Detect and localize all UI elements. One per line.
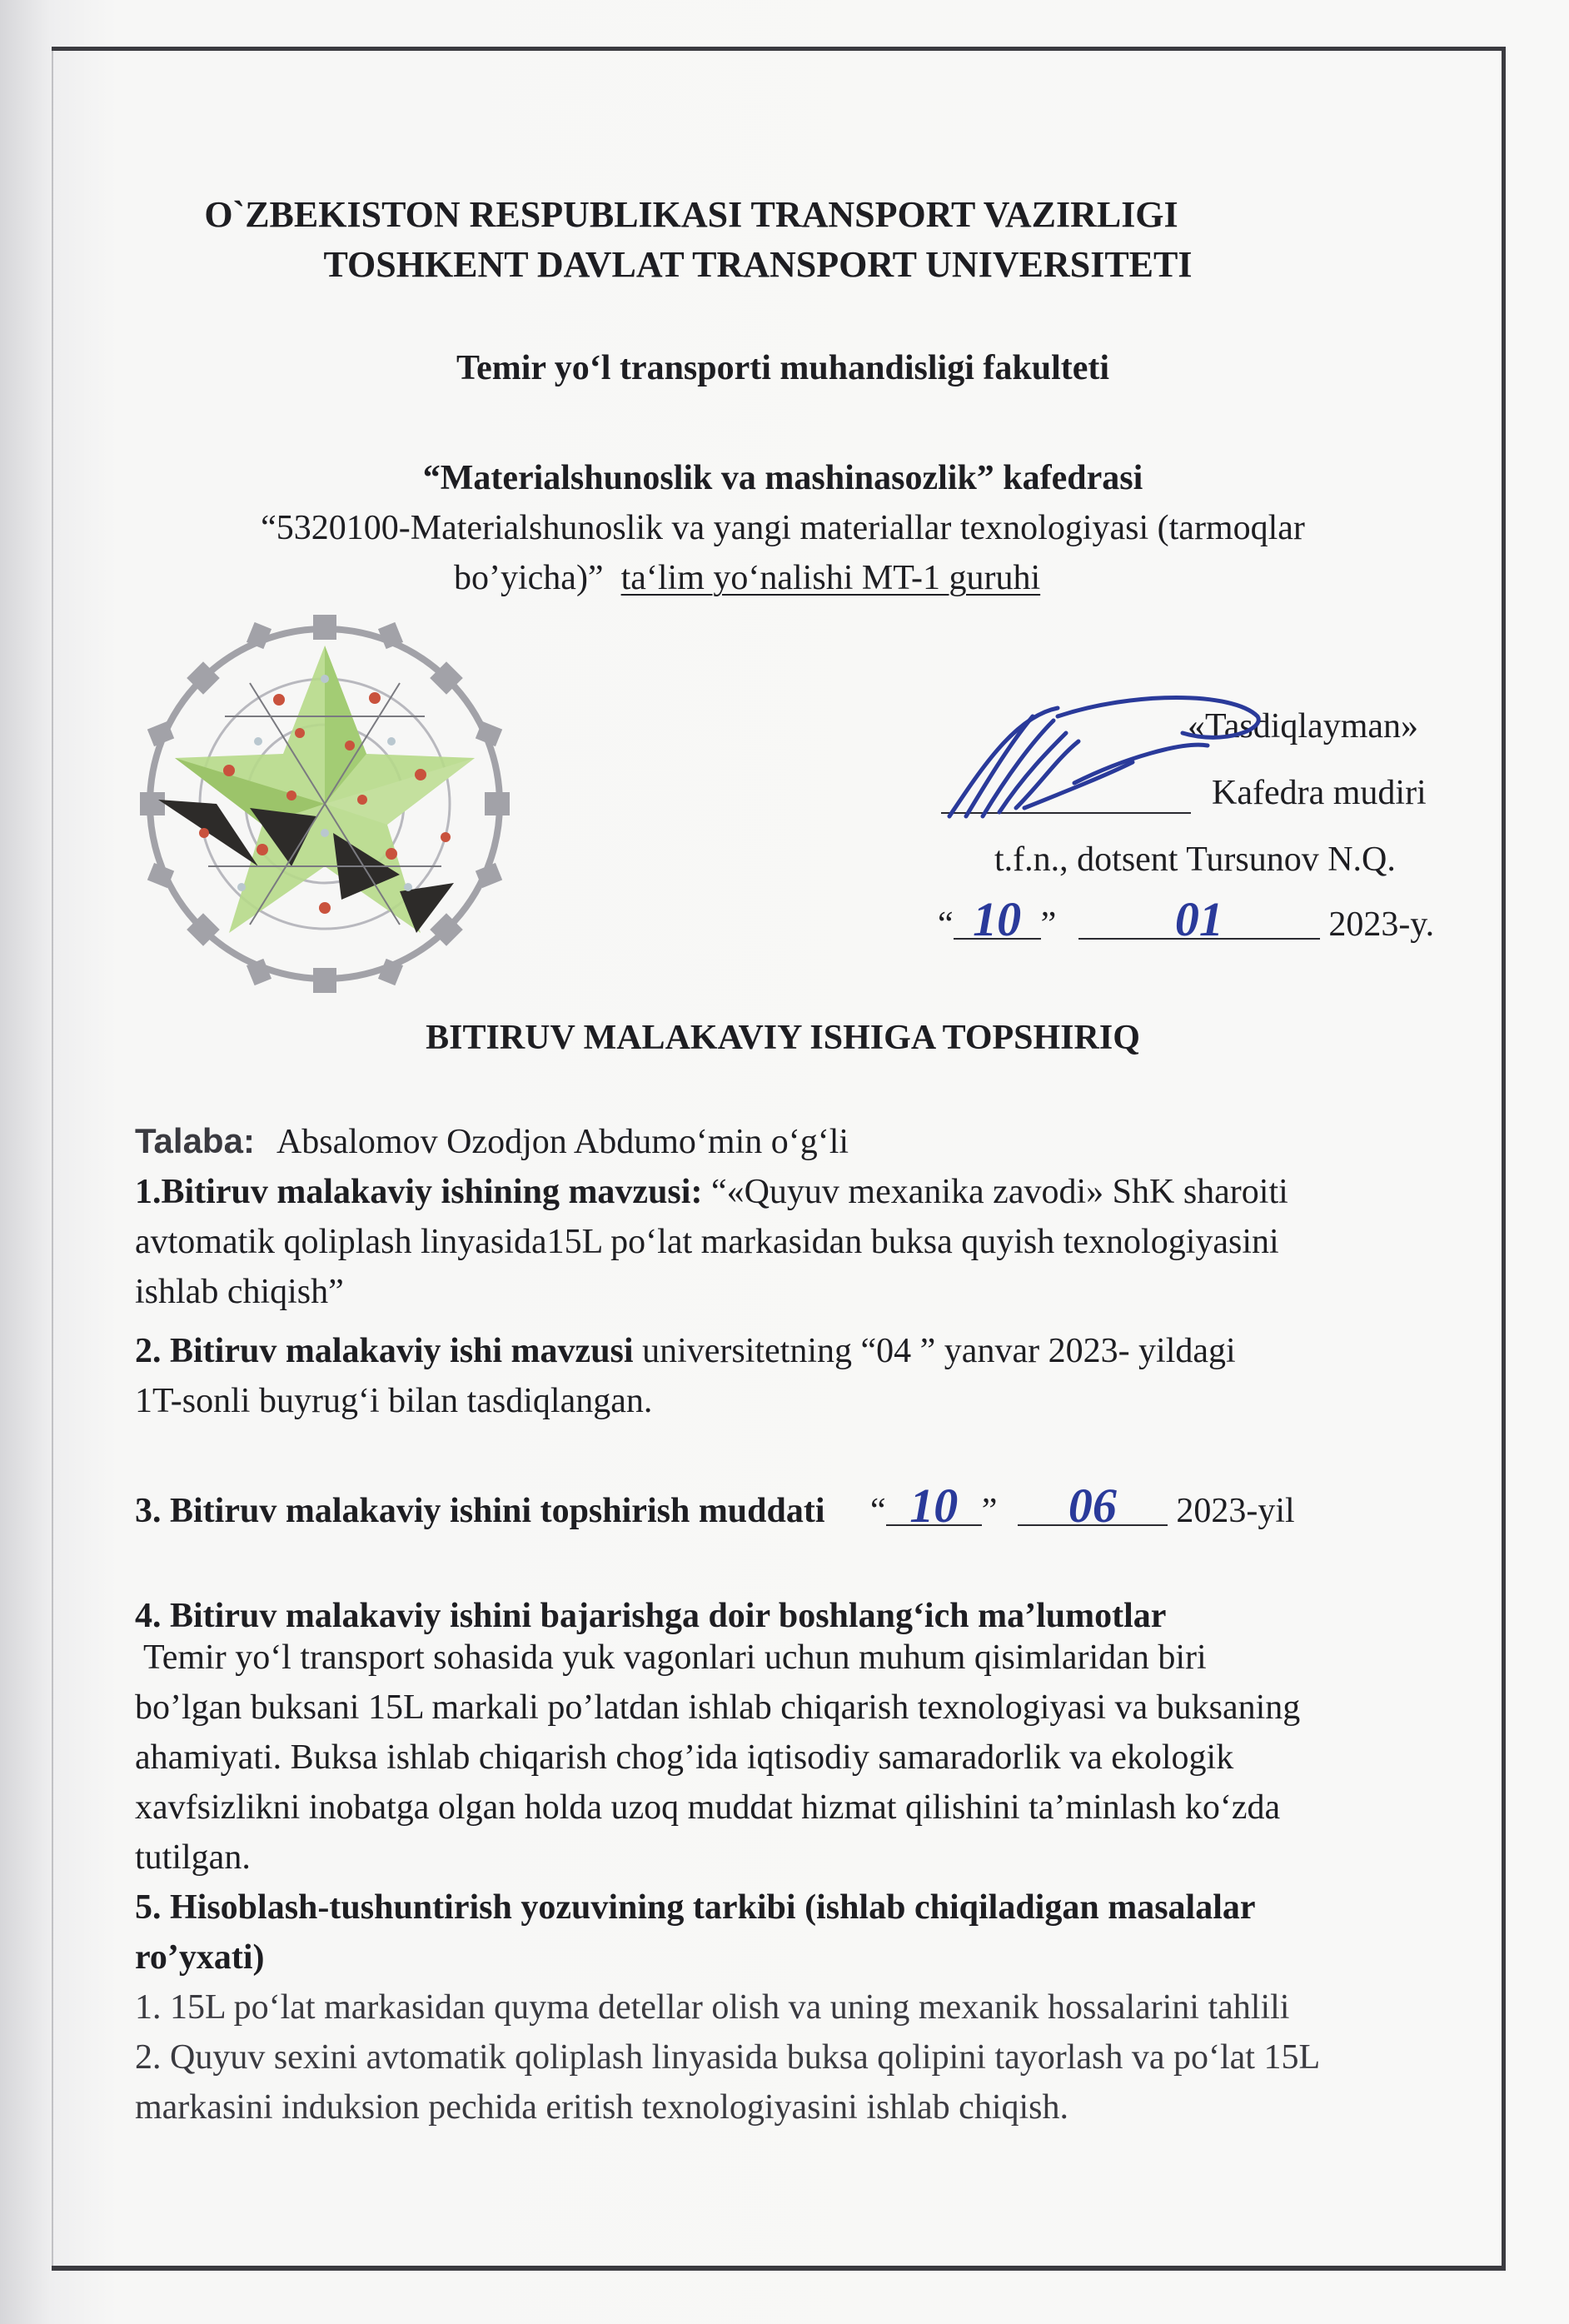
approval-date-open-quote: “ — [938, 905, 954, 944]
approval-date-day: 10 — [954, 901, 1041, 940]
program-line-1: “5320100-Materialshunoslik va yangi materiallar texnologiyasi (tarmoqlar — [261, 509, 1305, 547]
approval-date — [938, 892, 1435, 946]
university-gear-crystal-logo-icon — [125, 600, 525, 1008]
item-3-close-quote: ” — [981, 1492, 998, 1530]
item-4-line-3: ahamiyati. Buksa ishlab chiqarish chog’ida iqtisodiy samaradorlik va ekologik — [135, 1738, 1234, 1777]
item-1-topic-start: “«Quyuv mexanika zavodi» ShK sharoiti — [710, 1173, 1288, 1211]
item-3-row — [135, 1479, 1295, 1533]
item-1-line-3: ishlab chiqish” — [135, 1273, 344, 1311]
item-4-label: 4. Bitiruv malakaviy ishini bajarishga doir boshlang‘ich ma’lumotlar — [135, 1597, 1167, 1635]
program-line-2-prefix: bo’yicha)” — [454, 559, 604, 597]
item-2-text: universitetning “04 ” yanvar 2023- yildagi — [642, 1332, 1236, 1370]
item-3-day: 10 — [886, 1488, 982, 1526]
item-2-label: 2. Bitiruv malakaviy ishi mavzusi — [135, 1332, 634, 1370]
approval-date-year: 2023-y. — [1328, 905, 1435, 944]
handwritten-signature-icon — [933, 683, 1283, 825]
item-1-label: 1.Bitiruv malakaviy ishining mavzusi: — [135, 1173, 703, 1211]
approval-role: Kafedra mudiri — [1212, 774, 1427, 812]
item-3-open-quote: “ — [870, 1492, 886, 1530]
item-5-list-item-2-line-2: markasini induksion pechida eritish texnologiyasini ishlab chiqish. — [135, 2088, 1068, 2127]
item-1-line-2: avtomatik qoliplash linyasida15L po‘lat markasidan buksa quyish texnologiyasini — [135, 1223, 1279, 1261]
item-5-label-line-1: 5. Hisoblash-tushuntirish yozuvining tarkibi (ishlab chiqiladigan masalalar — [135, 1888, 1256, 1927]
program-group-underlined: ta‘lim yo‘nalishi MT-1 guruhi — [620, 559, 1041, 597]
item-3-year: 2023-yil — [1176, 1492, 1295, 1530]
item-4-line-4: xavfsizlikni inobatga olgan holda uzoq muddat hizmat qilishini ta’minlash ko‘zda — [135, 1788, 1281, 1827]
department-heading: “Materialshunoslik va mashinasozlik” kafedrasi — [422, 459, 1143, 497]
item-2-line-1 — [135, 1331, 1236, 1371]
item-1-line-1 — [135, 1172, 1288, 1212]
program-line-2 — [454, 558, 1040, 598]
student-label: Talaba: — [135, 1121, 255, 1160]
item-3-month: 06 — [1018, 1488, 1168, 1526]
item-5-list-item-2-line-1: 2. Quyuv sexini avtomatik qoliplash linyasida buksa qolipini tayorlash va po‘lat 15L — [135, 2038, 1321, 2077]
ministry-heading: O`ZBEKISTON RESPUBLIKASI TRANSPORT VAZIRLIGI — [204, 194, 1178, 235]
item-4-line-2: bo’lgan buksani 15L markali po’latdan ishlab chiqarish texnologiyasi va buksaning — [135, 1688, 1301, 1727]
approval-title: «Tasdiqlayman» — [1188, 707, 1418, 746]
page-border-left-shadow — [52, 47, 53, 2271]
item-5-label-line-2: ro’yxati) — [135, 1938, 265, 1977]
item-2-line-2: 1T-sonli buyrug‘i bilan tasdiqlangan. — [135, 1382, 653, 1420]
item-3-label: 3. Bitiruv malakaviy ishini topshirish muddati — [135, 1492, 825, 1530]
item-4-line-5: tutilgan. — [135, 1838, 251, 1877]
approval-date-month: 01 — [1078, 901, 1320, 940]
student-row — [135, 1121, 849, 1162]
approval-date-close-quote: ” — [1040, 905, 1057, 944]
faculty-heading: Temir yo‘l transporti muhandisligi fakulteti — [456, 349, 1110, 387]
approval-name: t.f.n., dotsent Tursunov N.Q. — [994, 840, 1396, 879]
item-4-line-1: Temir yo‘l transport sohasida yuk vagonlari uchun muhum qisimlaridan biri — [143, 1638, 1207, 1677]
university-heading: TOSHKENT DAVLAT TRANSPORT UNIVERSITETI — [323, 244, 1193, 285]
document-title: BITIRUV MALAKAVIY ISHIGA TOPSHIRIQ — [426, 1019, 1140, 1057]
item-5-list-item-1: 1. 15L po‘lat markasidan quyma detellar olish va uning mexanik hossalarini tahlili — [135, 1988, 1290, 2027]
student-name: Absalomov Ozodjon Abdumo‘min o‘g‘li — [276, 1123, 849, 1161]
